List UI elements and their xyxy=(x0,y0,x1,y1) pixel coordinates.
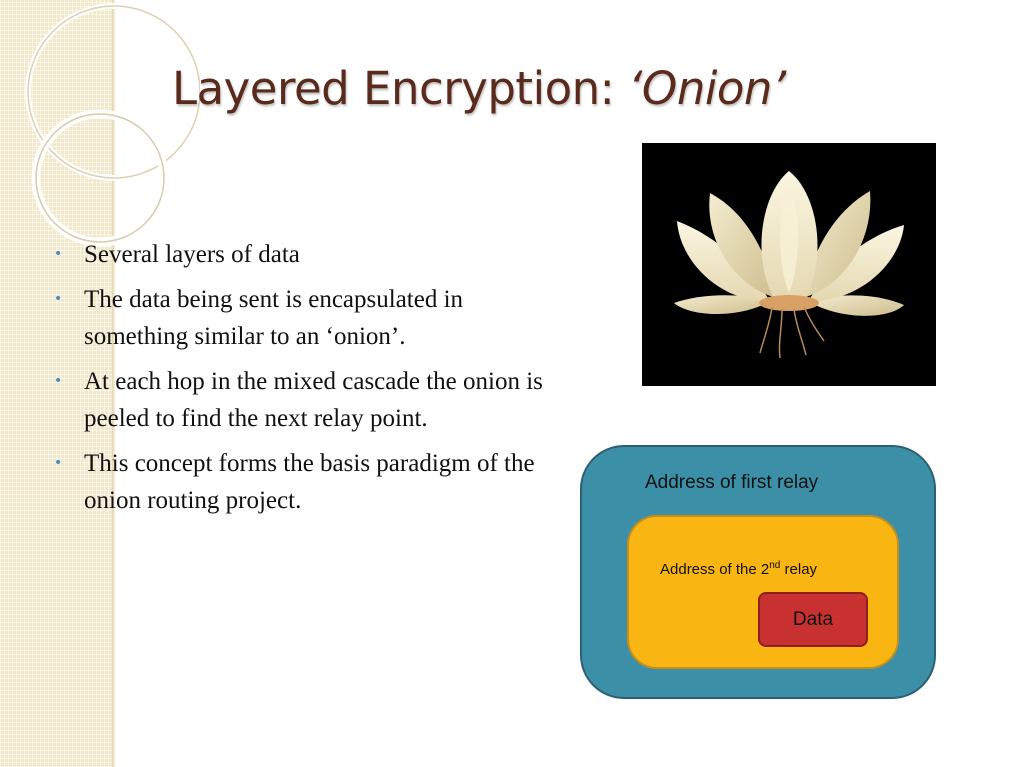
outer-layer-label: Address of first relay xyxy=(645,472,819,493)
bullet-dot-icon: • xyxy=(54,373,63,389)
bullet-text: This concept forms the basis paradigm of the onion routing project. xyxy=(84,450,535,514)
bullet-list xyxy=(52,236,552,527)
inner-layer-label xyxy=(660,561,817,578)
bullet-dot-icon: • xyxy=(54,246,63,262)
title-main: Layered Encryption: xyxy=(172,62,629,115)
bullet-item xyxy=(52,281,552,355)
decorative-rings xyxy=(0,0,200,260)
bullet-item xyxy=(52,236,552,273)
data-box xyxy=(758,592,868,647)
inner-label-sup: nd xyxy=(769,560,781,571)
title-emphasis: ‘Onion’ xyxy=(628,62,786,115)
onion-roots xyxy=(760,307,824,358)
bullet-text: The data being sent is encapsulated in something similar to an ‘onion’. xyxy=(84,286,464,350)
inner-label-prefix: Address of the 2 xyxy=(660,561,770,578)
bullet-dot-icon: • xyxy=(54,291,63,307)
bullet-text: Several layers of data xyxy=(84,241,300,268)
inner-label-suffix: relay xyxy=(780,561,818,578)
bullet-item xyxy=(52,363,552,437)
slide-title xyxy=(172,62,786,115)
bullet-dot-icon: • xyxy=(54,455,63,471)
bullet-item xyxy=(52,445,552,519)
bullet-text: At each hop in the mixed cascade the onion is peeled to find the next relay point. xyxy=(84,368,543,432)
onion-base xyxy=(759,295,819,311)
onion-illustration xyxy=(642,143,936,386)
onion-photo xyxy=(642,143,936,386)
data-label: Data xyxy=(792,608,834,630)
